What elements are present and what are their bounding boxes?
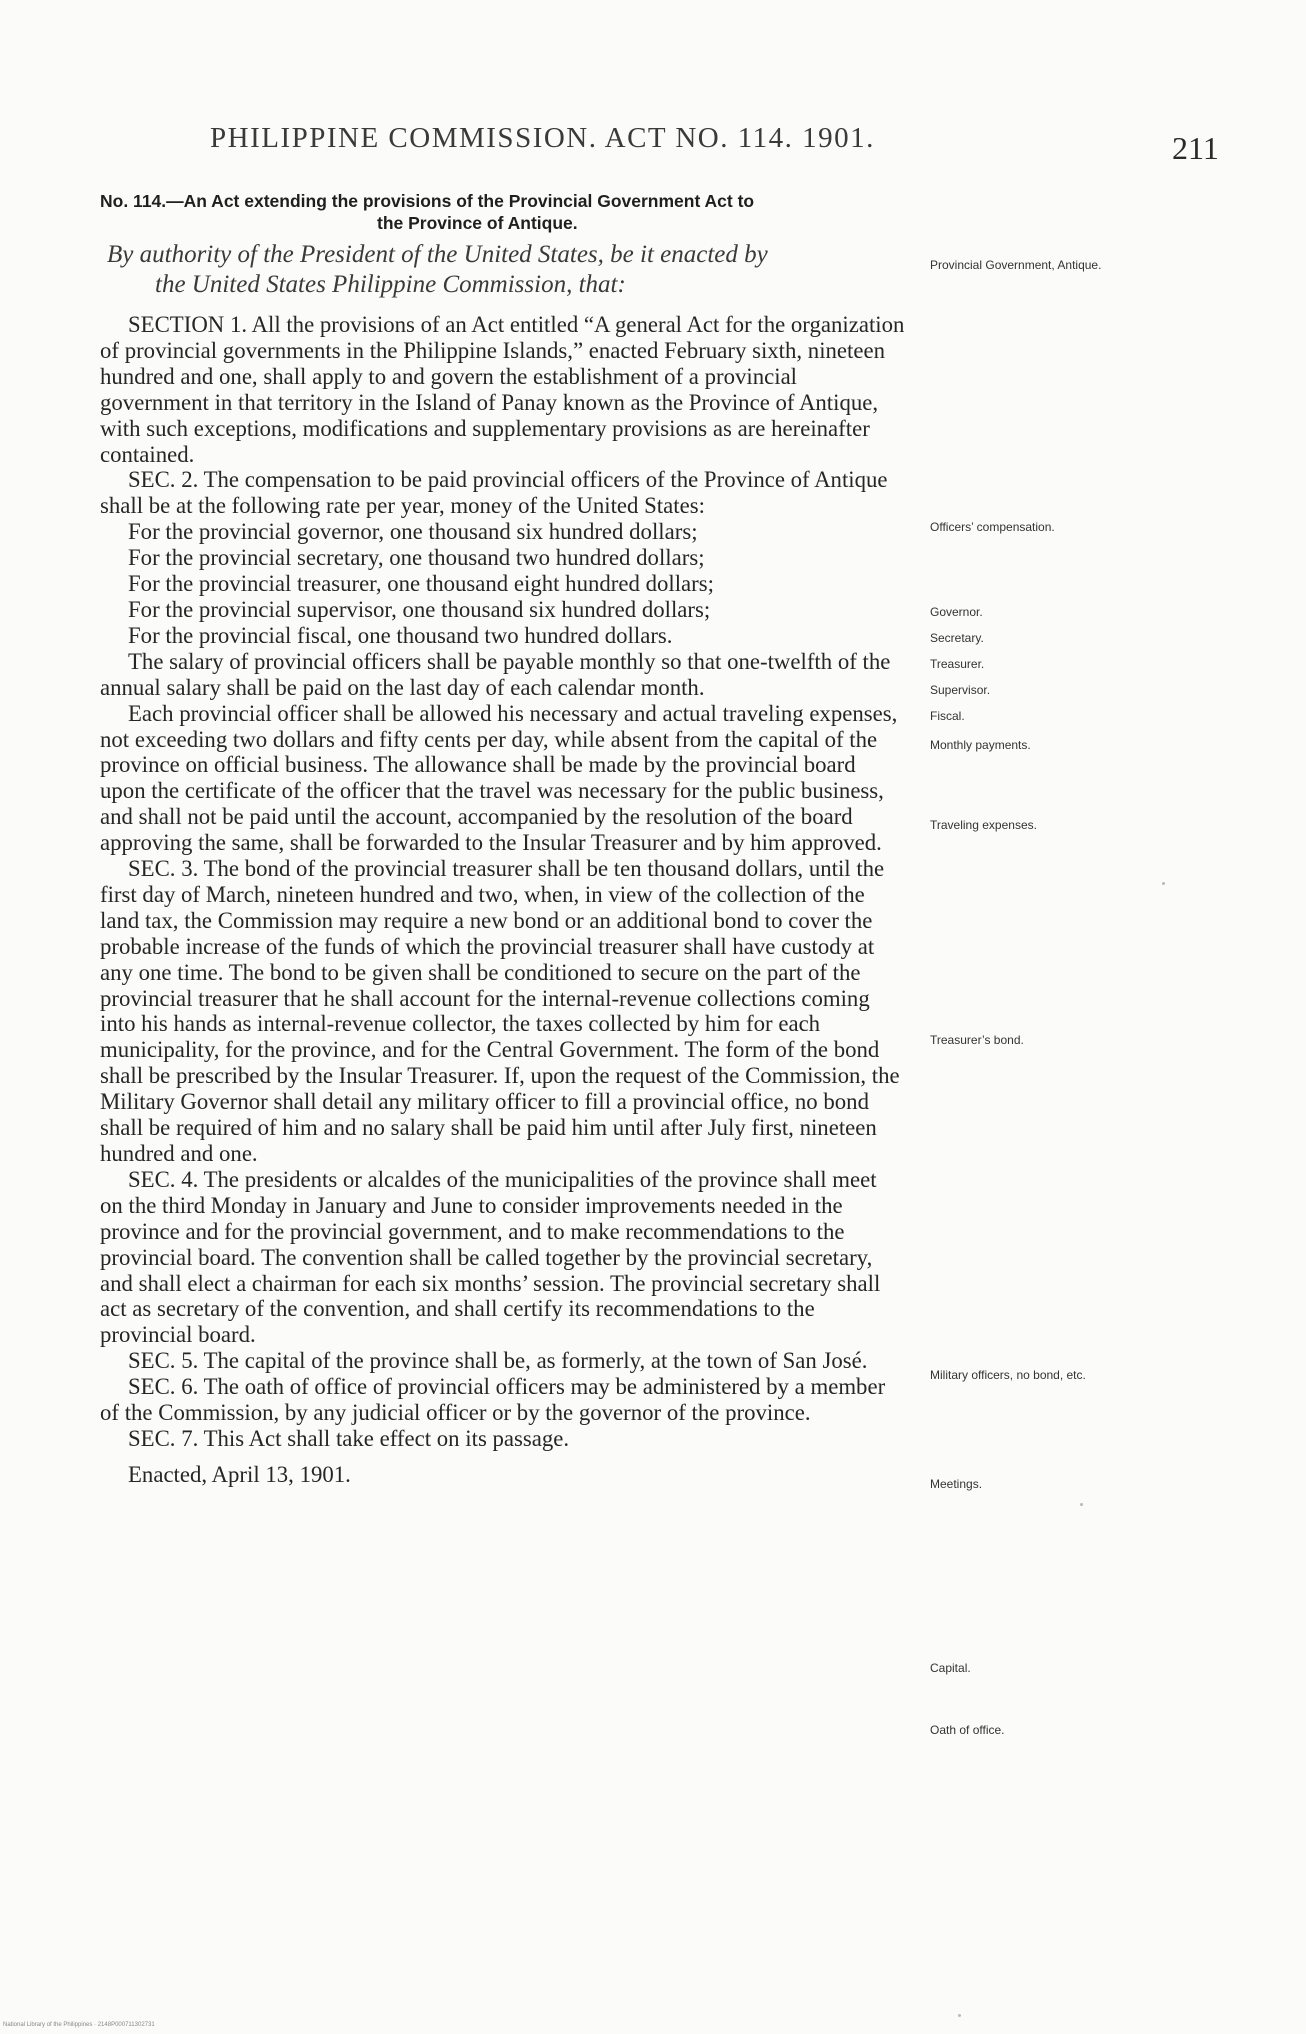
section-5 [100, 1348, 905, 1374]
section-2-label: SEC. 2. [128, 467, 199, 493]
section-3 [100, 856, 905, 1167]
section-4-text: The presidents or alcaldes of the municipalities of the province shall meet on the third Monday in January and June to consider improvements needed in the province and for the provincial government, and to make recommendations to the provincial board. The convention shall be called together by the provincial secretary, and shall elect a chairman for each six months’ session. The provincial secretary shall act as secretary of the convention, and shall certify its recommendations to the provincial board. [100, 1166, 881, 1348]
salary-item-treasurer: For the provincial treasurer, one thousand eight hundred dollars; [128, 571, 714, 597]
salary-item-secretary: For the provincial secretary, one thousand two hundred dollars; [128, 545, 705, 571]
section-2-text: The compensation to be paid provincial officers of the Province of Antique shall be at the following rate per year, money of the United States: [100, 467, 888, 519]
margin-note-governor: Governor. [930, 605, 983, 619]
paper-speck [1162, 882, 1165, 885]
page-header [0, 122, 1306, 166]
section-2-monthly-payments: The salary of provincial officers shall be payable monthly so that one-twelfth of the annual salary shall be paid on the last day of each calendar month. [100, 648, 891, 700]
section-3-label: SEC. 3. [128, 856, 199, 882]
salary-item-fiscal: For the provincial fiscal, one thousand two hundred dollars. [128, 622, 673, 648]
margin-note-monthly-payments: Monthly payments. [930, 738, 1031, 752]
margin-note-military-officers: Military officers, no bond, etc. [930, 1368, 1086, 1382]
section-5-text: The capital of the province shall be, as formerly, at the town of San José. [203, 1348, 868, 1374]
section-4 [100, 1167, 905, 1348]
margin-note-capital: Capital. [930, 1661, 971, 1675]
section-7-text: This Act shall take effect on its passage. [203, 1425, 570, 1451]
paper-speck [958, 2014, 961, 2017]
salary-list [100, 519, 905, 649]
margin-note-secretary: Secretary. [930, 631, 984, 645]
margin-note-provincial-government: Provincial Government, Antique. [930, 258, 1102, 272]
section-2 [100, 467, 905, 519]
enacted-date: Enacted, April 13, 1901. [128, 1461, 351, 1487]
act-body [100, 312, 905, 1488]
margin-note-treasurer: Treasurer. [930, 657, 985, 671]
margin-note-treasurers-bond: Treasurer’s bond. [930, 1033, 1024, 1047]
running-head: PHILIPPINE COMMISSION. ACT NO. 114. 1901. [210, 122, 875, 154]
salary-item-supervisor: For the provincial supervisor, one thousand six hundred dollars; [128, 596, 711, 622]
paper-speck [1080, 1503, 1083, 1506]
margin-note-officers-compensation: Officers’ compensation. [930, 520, 1055, 534]
section-4-label: SEC. 4. [128, 1166, 199, 1192]
section-5-label: SEC. 5. [128, 1348, 199, 1374]
section-7-label: SEC. 7. [128, 1425, 199, 1451]
margin-note-meetings: Meetings. [930, 1477, 983, 1491]
salary-item-governor: For the provincial governor, one thousand six hundred dollars; [128, 519, 698, 545]
scan-credit: National Library of the Philippines · 2148P000711302731 [3, 2022, 155, 2028]
section-1-text: All the provisions of an Act entitled “A general Act for the organization of provincial governments in the Philippine Islands,” enacted February sixth, nineteen hundred and one, shall apply to and govern the establishment of a provincial government in that territory in the Island of Panay known as the Province of Antique, with such exceptions, modifications and supplementary provisions as are hereinafter contained. [100, 312, 905, 467]
page-number: 211 [1172, 130, 1219, 166]
act-title-line-2: the Province of Antique. [377, 213, 578, 233]
margin-note-traveling-expenses: Traveling expenses. [930, 818, 1037, 832]
margin-note-supervisor: Supervisor. [930, 683, 991, 697]
section-1-label: SECTION 1. [128, 312, 248, 337]
margin-note-oath-of-office: Oath of office. [930, 1723, 1005, 1737]
act-title [100, 190, 900, 234]
section-1 [100, 312, 905, 467]
enacting-clause [107, 240, 907, 300]
section-6 [100, 1374, 905, 1426]
enacting-clause-line-2: the United States Philippine Commission, that: [155, 271, 626, 298]
enacting-clause-line-1: By authority of the President of the United States, be it enacted by [107, 241, 768, 268]
margin-note-fiscal: Fiscal. [930, 709, 965, 723]
section-2-traveling-expenses: Each provincial officer shall be allowed his necessary and actual traveling expenses, not exceeding two dollars and fifty cents per day, while absent from the capital of the province on official business. The allowance shall be made by the provincial board upon the certificate of the officer that the travel was necessary for the public business, and shall not be paid until the account, accompanied by the resolution of the board approving the same, shall be forwarded to the Insular Treasurer and by him approved. [100, 700, 898, 856]
section-6-text: The oath of office of provincial officers may be administered by a member of the Commission, by any judicial officer or by the governor of the province. [100, 1374, 886, 1426]
act-title-line-1: No. 114.—An Act extending the provisions of the Provincial Government Act to [100, 191, 755, 211]
section-7 [100, 1426, 905, 1452]
section-6-label: SEC. 6. [128, 1374, 199, 1400]
section-3-text: The bond of the provincial treasurer shall be ten thousand dollars, until the first day of March, nineteen hundred and two, when, in view of the collection of the land tax, the Commission may require a new bond or an additional bond to cover the probable increase of the funds of which the provincial treasurer shall have custody at any one time. The bond to be given shall be conditioned to secure on the part of the provincial treasurer that he shall account for the internal-revenue collections coming into his hands as internal-revenue collector, the taxes collected by him for each municipality, for the province, and for the Central Government. The form of the bond shall be prescribed by the Insular Treasurer. If, upon the request of the Commission, the Military Governor shall detail any military officer to fill a provincial office, no bond shall be required of him and no salary shall be paid him until after July first, nineteen hundred and one. [100, 856, 900, 1166]
